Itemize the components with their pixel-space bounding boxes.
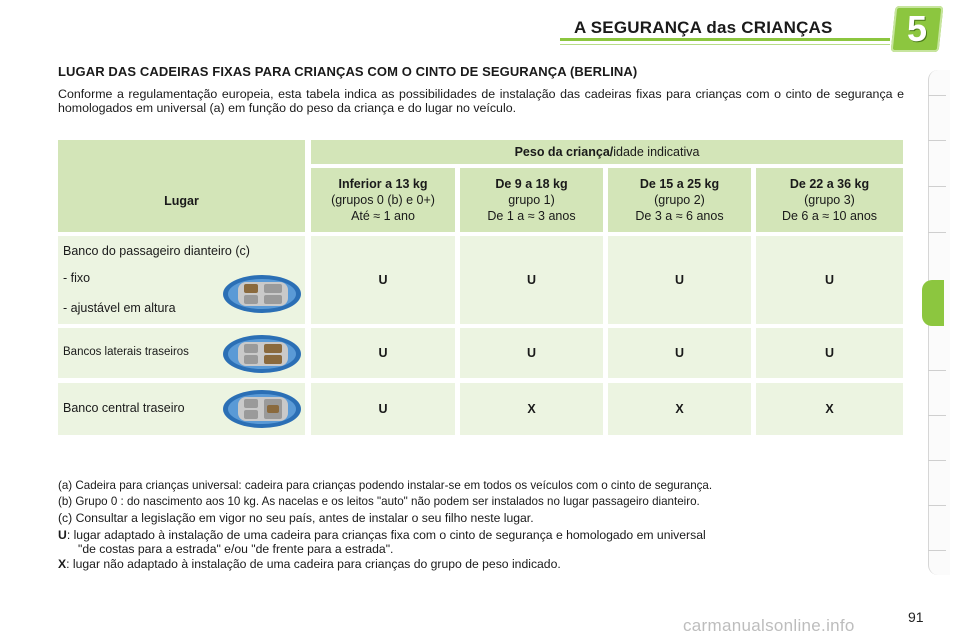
weight-column-header bbox=[756, 168, 903, 232]
header-rule-thin bbox=[560, 44, 890, 45]
column-group: (grupo 3) bbox=[804, 193, 855, 207]
side-tab-divider bbox=[928, 186, 946, 187]
header-rule bbox=[560, 38, 890, 41]
cell-value: U bbox=[378, 346, 388, 360]
side-tab-divider bbox=[928, 505, 946, 506]
legend-u-text: : lugar adaptado à instalação de uma cadeira para crianças fixa com o cinto de segurança e homologado em universal bbox=[66, 528, 706, 542]
chapter-badge bbox=[891, 6, 944, 52]
table-cell bbox=[756, 328, 903, 378]
table-cell bbox=[311, 236, 455, 324]
row-sublabel: - fixo bbox=[63, 271, 91, 285]
place-header: Lugar bbox=[164, 194, 199, 208]
table-cell bbox=[460, 328, 603, 378]
cell-value: U bbox=[378, 273, 388, 287]
footnote-c: (c) Consultar a legislação em vigor no seu país, antes de instalar o seu filho neste lugar. bbox=[58, 511, 534, 525]
cell-value: U bbox=[824, 346, 835, 360]
car-seat-layout-icon bbox=[222, 274, 302, 314]
intro-paragraph: Conforme a regulamentação europeia, esta tabela indica as possibilidades de instalação das cadeiras fixas para crianças com o cinto de segurança e homologados em universal (a) em função do peso da criança e do lugar no veículo. bbox=[58, 87, 904, 115]
table-cell bbox=[608, 383, 751, 435]
column-group: grupo 1) bbox=[508, 193, 555, 207]
cell-value: X bbox=[825, 402, 834, 416]
cell-value: U bbox=[674, 273, 685, 287]
legend-x-key: X bbox=[58, 557, 67, 571]
row-label: Banco do passageiro dianteiro (c) bbox=[63, 244, 250, 258]
car-seat-layout-icon bbox=[222, 389, 302, 429]
legend-u bbox=[58, 528, 904, 556]
side-tab-active-chapter[interactable] bbox=[922, 280, 944, 326]
place-header-cell bbox=[58, 140, 305, 232]
side-tab-divider bbox=[928, 95, 946, 96]
weight-header-bold: Peso da criança/ bbox=[514, 145, 614, 159]
column-age: De 6 a ≈ 10 anos bbox=[781, 209, 878, 223]
weight-header-normal: idade indicativa bbox=[613, 145, 700, 159]
column-weight: De 15 a 25 kg bbox=[639, 177, 720, 191]
page-number: 91 bbox=[908, 609, 924, 625]
cell-value: U bbox=[824, 273, 835, 287]
row-label: Banco central traseiro bbox=[63, 401, 185, 415]
side-tab-divider bbox=[928, 415, 946, 416]
table-cell bbox=[608, 236, 751, 324]
chapter-number: 5 bbox=[906, 8, 928, 49]
legend-u-key: U bbox=[58, 528, 67, 542]
column-age: Até ≈ 1 ano bbox=[351, 209, 415, 223]
footnote-a: (a) Cadeira para crianças universal: cadeira para crianças podendo instalar-se em todos os veículos com o cinto de segurança. bbox=[58, 479, 713, 492]
table-cell bbox=[608, 328, 751, 378]
column-group: (grupo 2) bbox=[654, 193, 705, 207]
weight-header-cell bbox=[311, 140, 903, 164]
side-tab-divider bbox=[928, 232, 946, 233]
column-group: (grupos 0 (b) e 0+) bbox=[331, 193, 435, 207]
car-seat-layout-icon bbox=[222, 334, 302, 374]
side-tab-divider bbox=[928, 460, 946, 461]
row-label: Bancos laterais traseiros bbox=[63, 346, 189, 358]
legend-x-text: : lugar não adaptado à instalação de uma cadeira para crianças do grupo de peso indicado. bbox=[66, 557, 561, 571]
column-age: De 3 a ≈ 6 anos bbox=[635, 209, 724, 223]
column-weight: Inferior a 13 kg bbox=[338, 177, 428, 191]
watermark: carmanualsonline.info bbox=[683, 616, 855, 635]
cell-value: U bbox=[526, 273, 537, 287]
legend-x bbox=[58, 557, 904, 571]
legend-u-text-cont: "de costas para a estrada" e/ou "de frente para a estrada". bbox=[78, 542, 394, 556]
cell-value: X bbox=[527, 402, 536, 416]
column-weight: De 22 a 36 kg bbox=[789, 177, 870, 191]
section-title: A SEGURANÇA das CRIANÇAS bbox=[574, 18, 833, 37]
table-cell bbox=[311, 383, 455, 435]
weight-column-header bbox=[460, 168, 603, 232]
cell-value: X bbox=[675, 402, 684, 416]
table-cell bbox=[460, 236, 603, 324]
footnote-b: (b) Grupo 0 : do nascimento aos 10 kg. As nacelas e os leitos "auto" não podem ser instalados no lugar passageiro dianteiro. bbox=[58, 495, 700, 508]
table-cell bbox=[756, 383, 903, 435]
cell-value: U bbox=[378, 402, 388, 416]
table-cell bbox=[460, 383, 603, 435]
side-tab-divider bbox=[928, 550, 946, 551]
table-cell bbox=[311, 328, 455, 378]
page-heading: LUGAR DAS CADEIRAS FIXAS PARA CRIANÇAS COM O CINTO DE SEGURANÇA (BERLINA) bbox=[58, 64, 638, 79]
cell-value: U bbox=[674, 346, 685, 360]
column-weight: De 9 a 18 kg bbox=[495, 177, 568, 191]
weight-column-header bbox=[608, 168, 751, 232]
side-tab-divider bbox=[928, 140, 946, 141]
column-age: De 1 a ≈ 3 anos bbox=[487, 209, 576, 223]
table-cell bbox=[756, 236, 903, 324]
cell-value: U bbox=[526, 346, 537, 360]
weight-column-header bbox=[311, 168, 455, 232]
row-sublabel: - ajustável em altura bbox=[63, 301, 176, 315]
side-tab-divider bbox=[928, 370, 946, 371]
